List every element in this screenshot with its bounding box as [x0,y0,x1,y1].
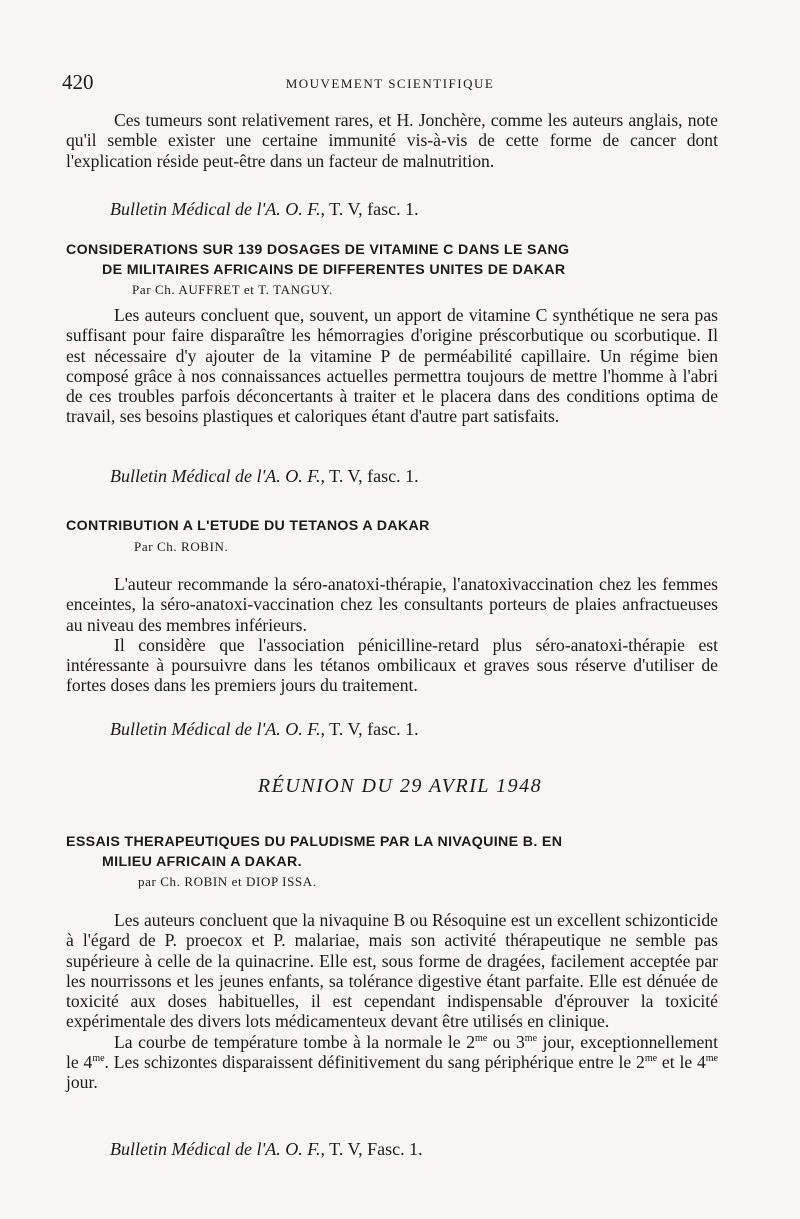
reference-journal: Bulletin Médical de l'A. O. F. [110,199,321,219]
article-2-paragraph-2: Il considère que l'association pénicilline-retard plus séro-anatoxi-thérapie est intéressante à poursuivre dans les tétanos ombilicaux et graves sous réserve d'utiliser de fortes doses dans les premiers jours du traitement. [66,634,718,696]
text-run: ou 3 [487,1031,525,1052]
superscript: me [475,1032,488,1044]
superscript: me [644,1053,658,1065]
article-3-body [66,910,718,1093]
article-2-authors: Par Ch. ROBIN. [134,539,229,554]
article-3-paragraph-2 [66,1032,718,1093]
article-1-authors: Par Ch. AUFFRET et T. TANGUY. [132,282,333,297]
reference-journal: Bulletin Médical de l'A. O. F. [110,1139,321,1159]
article-2-title-line1: CONTRIBUTION A L'ETUDE DU TETANOS A DAKAR [66,518,430,534]
text-run: et le 4 [657,1052,706,1073]
intro-paragraph-block [66,110,718,171]
article-3-paragraph-1: Les auteurs concluent que la nivaquine B ou Résoquine est un excellent schizonticide à l'égard de P. proecox et P. malariae, mais son activité thérapeutique ne semble pas supérieure à celle de la quinacrine. Elle est, sous forme de dragées, facilement acceptée par les nourrissons et les jeunes enfants, sa tolérance digestive étant parfaite. Elle est dénuée de toxicité aux doses habituelles, il est cependant indispensable d'éprouver la toxicité expérimentale des divers lots médicamenteux devant être utilisés en clinique. [66,910,718,1032]
article-1-title-line1: CONSIDERATIONS SUR 139 DOSAGES DE VITAMINE C DANS LE SANG [66,242,570,258]
reference-details: , T. V, Fasc. 1. [320,1139,423,1159]
article-1-paragraph: Les auteurs concluent que, souvent, un apport de vitamine C synthétique ne sera pas suffisant pour faire disparaître les hémorragies d'origine préscorbutique ou scorbutique. Il est nécessaire d'y ajouter de la vitamine P de perméabilité capillaire. Un régime bien composé grâce à nos connaissances actuelles permettra toujours de mettre l'homme à l'abri de ces troubles parfois déconcertants à traiter et le placera dans des conditions optima de travail, ses besoins plastiques et caloriques étant d'autre part satisfaits. [66,305,718,427]
article-3-reference [110,1139,423,1160]
intro-paragraph: Ces tumeurs sont relativement rares, et H. Jonchère, comme les auteurs anglais, note qu'il semble exister une certaine immunité vis-à-vis de cette forme de cancer dont l'explication réside peut-être dans un facteur de malnutrition. [66,110,718,171]
text-run: jour. [66,1072,98,1093]
superscript: me [705,1053,718,1065]
text-run: La courbe de température tombe à la normale le 2 [114,1031,475,1052]
reference-details: , T. V, fasc. 1. [320,719,419,739]
text-run: jour, exceptionnellement le 4 [66,1031,718,1073]
article-3-title-line2: MILIEU AFRICAIN A DAKAR. [102,854,302,870]
intro-reference [110,199,419,220]
superscript: me [524,1032,538,1044]
article-2-paragraph-1: L'auteur recommande la séro-anatoxi-thérapie, l'anatoxivaccination chez les femmes enceintes, la séro-anatoxi-vaccination chez les consultants porteurs de plaies anfractueuses au niveau des membres inférieurs. [66,574,718,635]
running-title: MOUVEMENT SCIENTIFIQUE [285,76,495,91]
reference-details: , T. V, fasc. 1. [320,466,419,486]
article-2-reference [110,719,419,740]
article-1-body [66,305,718,427]
reference-journal: Bulletin Médical de l'A. O. F. [110,719,321,739]
article-3-title-line1: ESSAIS THERAPEUTIQUES DU PALUDISME PAR LA NIVAQUINE B. EN [66,834,563,850]
article-3-title [66,832,718,872]
reference-details: , T. V, fasc. 1. [320,199,419,219]
article-1-reference [110,466,419,487]
article-2-body [66,574,718,696]
page-number: 420 [62,70,94,94]
article-1-title [66,240,718,280]
text-run: . Les schizontes disparaissent définitivement du sang périphérique entre le 2 [104,1052,645,1073]
section-heading: RÉUNION DU 29 AVRIL 1948 [257,775,543,797]
article-2-title [66,516,718,536]
page-header [62,70,718,96]
article-1-title-line2: DE MILITAIRES AFRICAINS DE DIFFERENTES UNITES DE DAKAR [102,262,566,278]
superscript: me [92,1053,105,1065]
article-3-authors: par Ch. ROBIN et DIOP ISSA. [138,874,317,889]
reference-journal: Bulletin Médical de l'A. O. F. [110,466,321,486]
